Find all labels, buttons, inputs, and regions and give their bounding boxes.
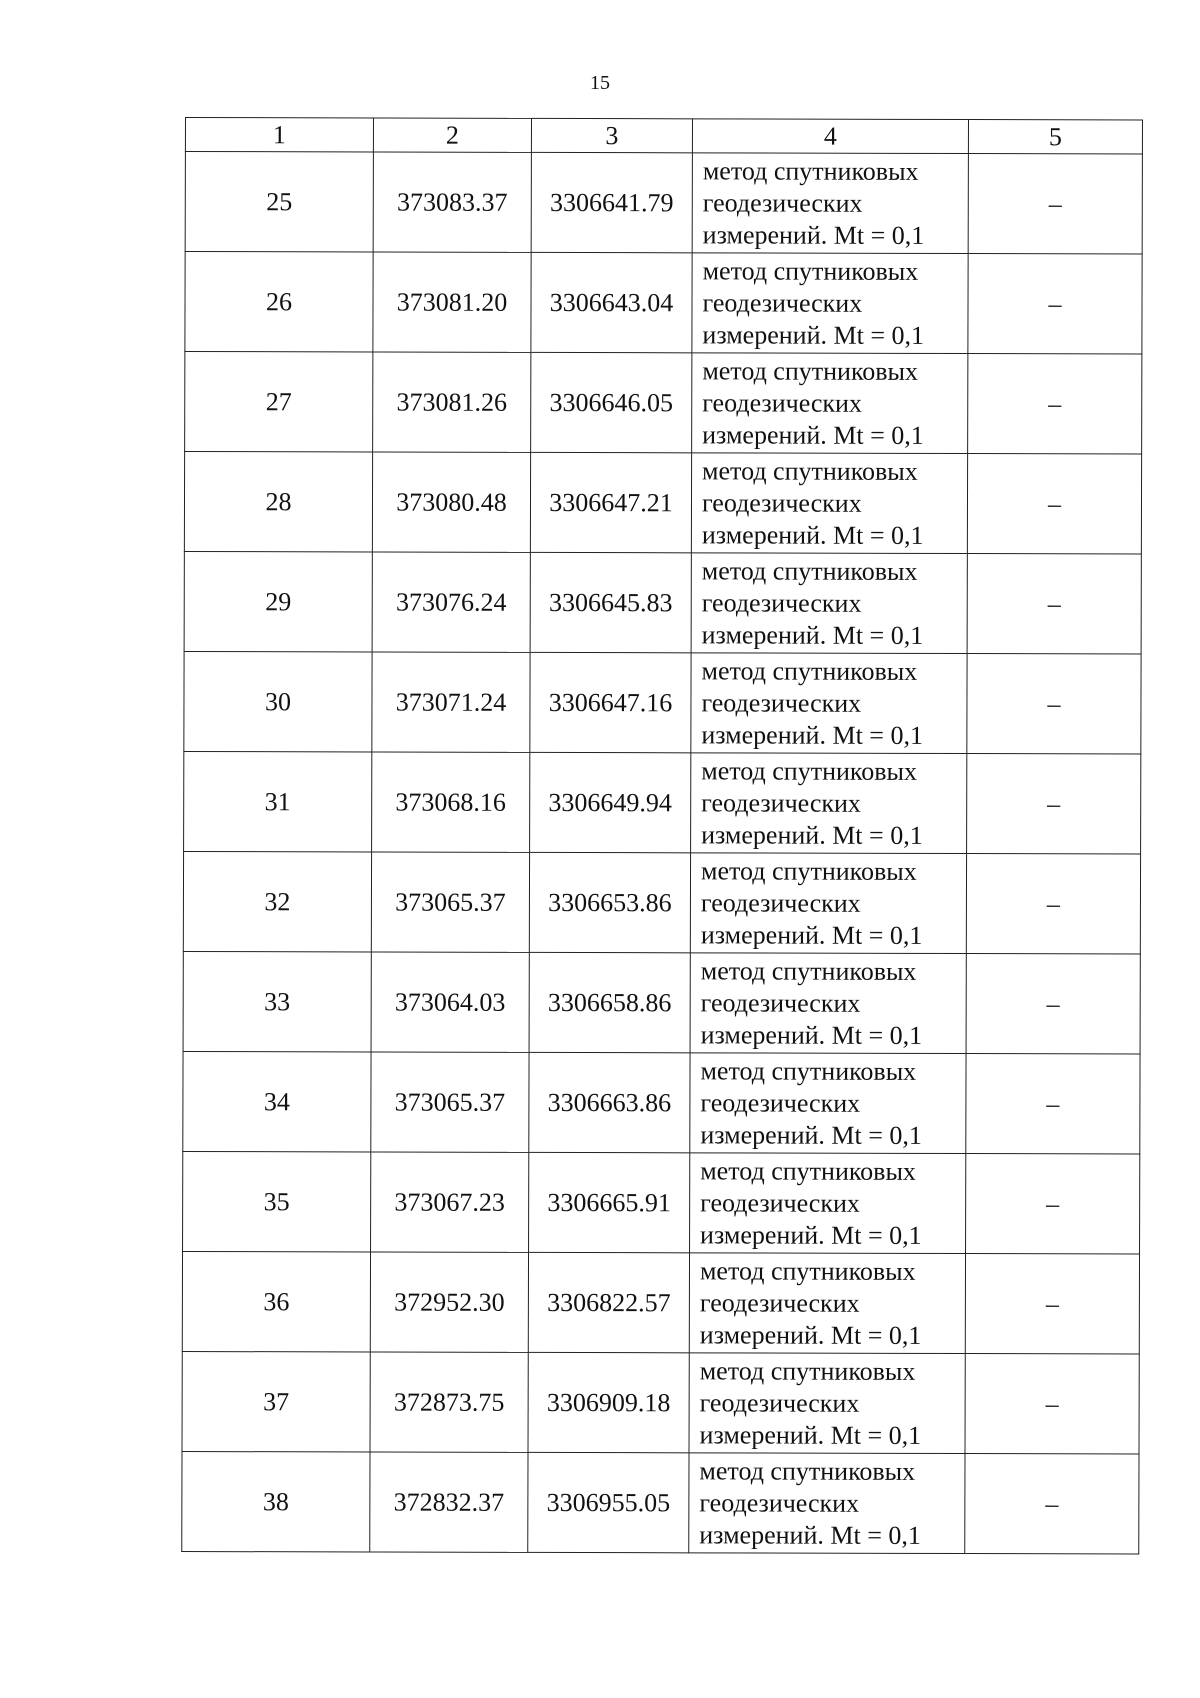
point-number-cell: 32 xyxy=(183,851,371,951)
method-cell: метод спутниковых геодезических измерений. Mt = 0,1 xyxy=(689,1353,965,1454)
table-row xyxy=(184,651,1141,754)
point-number-cell: 30 xyxy=(184,651,372,751)
table-row xyxy=(183,1151,1140,1254)
coordinates-table xyxy=(181,117,1143,1555)
table-row xyxy=(184,751,1141,854)
header-col-1: 1 xyxy=(185,118,373,152)
note-cell: – xyxy=(967,654,1141,754)
note-cell: – xyxy=(967,454,1141,554)
table-body xyxy=(182,152,1143,1555)
point-number-cell: 36 xyxy=(182,1251,370,1351)
table-row xyxy=(183,951,1140,1054)
y-coordinate-cell: 3306955.05 xyxy=(528,1452,689,1552)
y-coordinate-cell: 3306647.21 xyxy=(530,452,691,552)
note-cell: – xyxy=(966,954,1140,1054)
method-cell: метод спутниковых геодезических измерений. Mt = 0,1 xyxy=(691,453,967,554)
point-number-cell: 28 xyxy=(184,452,372,552)
table-row xyxy=(185,352,1142,455)
table-row xyxy=(182,1351,1139,1454)
note-cell: – xyxy=(968,354,1142,454)
point-number-cell: 35 xyxy=(183,1151,371,1251)
table-row xyxy=(183,1051,1140,1154)
y-coordinate-cell: 3306658.86 xyxy=(529,952,690,1052)
y-coordinate-cell: 3306645.83 xyxy=(530,552,691,652)
point-number-cell: 29 xyxy=(184,551,372,651)
table-header xyxy=(185,118,1142,155)
method-cell: метод спутниковых геодезических измерений. Mt = 0,1 xyxy=(691,653,967,754)
x-coordinate-cell: 372832.37 xyxy=(370,1452,528,1552)
header-col-2: 2 xyxy=(373,118,531,152)
y-coordinate-cell: 3306665.91 xyxy=(529,1152,690,1252)
x-coordinate-cell: 372952.30 xyxy=(370,1252,528,1352)
y-coordinate-cell: 3306663.86 xyxy=(529,1052,690,1152)
x-coordinate-cell: 373081.20 xyxy=(373,252,531,352)
table-row xyxy=(183,851,1140,954)
method-cell: метод спутниковых геодезических измерений. Mt = 0,1 xyxy=(692,153,968,254)
x-coordinate-cell: 372873.75 xyxy=(370,1352,528,1452)
header-row xyxy=(185,118,1142,155)
method-cell: метод спутниковых геодезических измерений. Mt = 0,1 xyxy=(691,553,967,654)
point-number-cell: 34 xyxy=(183,1051,371,1151)
point-number-cell: 33 xyxy=(183,951,371,1051)
point-number-cell: 25 xyxy=(185,152,373,252)
note-cell: – xyxy=(966,854,1140,954)
point-number-cell: 37 xyxy=(182,1351,370,1451)
y-coordinate-cell: 3306646.05 xyxy=(531,352,692,452)
method-cell: метод спутниковых геодезических измерений. Mt = 0,1 xyxy=(689,1453,965,1554)
header-col-3: 3 xyxy=(531,118,692,152)
y-coordinate-cell: 3306653.86 xyxy=(529,852,690,952)
note-cell: – xyxy=(965,1454,1139,1554)
method-cell: метод спутниковых геодезических измерений. Mt = 0,1 xyxy=(690,1153,966,1254)
x-coordinate-cell: 373067.23 xyxy=(371,1152,529,1252)
header-col-5: 5 xyxy=(968,120,1142,154)
note-cell: – xyxy=(967,554,1141,654)
note-cell: – xyxy=(967,754,1141,854)
table-row xyxy=(184,551,1141,654)
y-coordinate-cell: 3306647.16 xyxy=(530,652,691,752)
x-coordinate-cell: 373068.16 xyxy=(372,752,530,852)
x-coordinate-cell: 373076.24 xyxy=(372,552,530,652)
x-coordinate-cell: 373081.26 xyxy=(373,352,531,452)
page-number: 15 xyxy=(590,72,610,94)
x-coordinate-cell: 373080.48 xyxy=(372,452,530,552)
x-coordinate-cell: 373064.03 xyxy=(371,952,529,1052)
note-cell: – xyxy=(968,154,1142,254)
table-row xyxy=(185,252,1142,355)
method-cell: метод спутниковых геодезических измерений. Mt = 0,1 xyxy=(690,1053,966,1154)
method-cell: метод спутниковых геодезических измерений. Mt = 0,1 xyxy=(689,1253,965,1354)
method-cell: метод спутниковых геодезических измерений. Mt = 0,1 xyxy=(690,853,966,954)
method-cell: метод спутниковых геодезических измерений. Mt = 0,1 xyxy=(690,953,966,1054)
table-row xyxy=(182,1451,1139,1554)
note-cell: – xyxy=(965,1354,1139,1454)
method-cell: метод спутниковых геодезических измерений. Mt = 0,1 xyxy=(691,753,967,854)
note-cell: – xyxy=(966,1054,1140,1154)
y-coordinate-cell: 3306822.57 xyxy=(528,1252,689,1352)
y-coordinate-cell: 3306641.79 xyxy=(531,152,692,252)
table-row xyxy=(185,152,1142,255)
note-cell: – xyxy=(968,254,1142,354)
y-coordinate-cell: 3306649.94 xyxy=(530,752,691,852)
x-coordinate-cell: 373065.37 xyxy=(371,1052,529,1152)
x-coordinate-cell: 373071.24 xyxy=(372,652,530,752)
y-coordinate-cell: 3306909.18 xyxy=(528,1352,689,1452)
header-col-4: 4 xyxy=(692,119,968,154)
point-number-cell: 26 xyxy=(185,252,373,352)
method-cell: метод спутниковых геодезических измерений. Mt = 0,1 xyxy=(692,253,968,354)
table-row xyxy=(182,1251,1139,1354)
note-cell: – xyxy=(966,1154,1140,1254)
y-coordinate-cell: 3306643.04 xyxy=(531,252,692,352)
point-number-cell: 31 xyxy=(184,751,372,851)
point-number-cell: 27 xyxy=(185,352,373,452)
note-cell: – xyxy=(965,1254,1139,1354)
method-cell: метод спутниковых геодезических измерений. Mt = 0,1 xyxy=(692,353,968,454)
table-row xyxy=(184,452,1141,555)
x-coordinate-cell: 373083.37 xyxy=(373,152,531,252)
point-number-cell: 38 xyxy=(182,1451,370,1551)
x-coordinate-cell: 373065.37 xyxy=(371,852,529,952)
